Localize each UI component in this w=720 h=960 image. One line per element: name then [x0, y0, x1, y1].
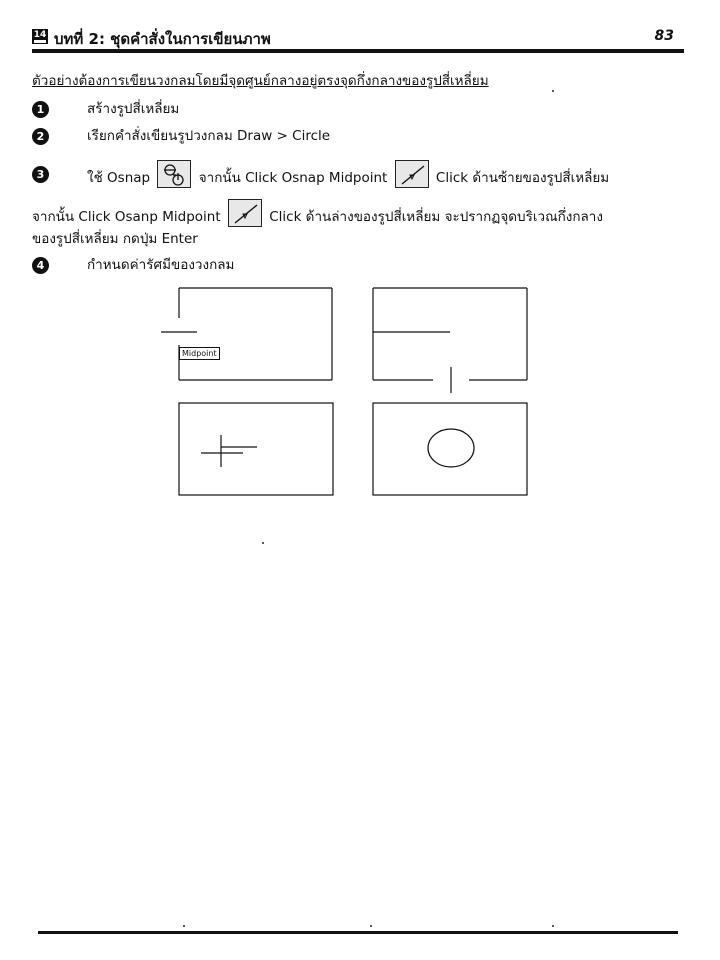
- step-3-line-3: ของรูปสี่เหลี่ยม กดปุ่ม Enter: [32, 231, 198, 247]
- header-rule: [32, 49, 684, 53]
- scan-speck: [370, 925, 372, 927]
- step-3-part-1: ใช้ Osnap: [87, 170, 151, 186]
- scan-speck: [552, 925, 554, 927]
- osnap-tracking-icon: [157, 160, 191, 188]
- step-3-part-3: Click ด้านซ้ายของรูปสี่เหลี่ยม: [435, 170, 610, 186]
- chapter-icon: 14: [32, 29, 48, 44]
- midpoint-snap-icon: [395, 160, 429, 188]
- scan-speck: [183, 925, 185, 927]
- circle-steps-figure: [155, 285, 535, 500]
- footer-rule: [38, 931, 678, 934]
- step-3-part-2: จากนั้น Click Osnap Midpoint: [198, 170, 388, 186]
- step-4-bullet: 4: [32, 257, 49, 274]
- step-1-bullet: 1: [32, 101, 49, 118]
- step-3-line-1: [87, 160, 609, 188]
- step-2-bullet: 2: [32, 128, 49, 145]
- step-4-text: กำหนดค่ารัศมีของวงกลม: [87, 257, 235, 273]
- panel-circle-drawn: [373, 403, 527, 495]
- step-3-bullet: 3: [32, 166, 49, 183]
- page-header: [32, 27, 684, 47]
- step-3-line-2-part-1: จากนั้น Click Osanp Midpoint: [32, 209, 221, 225]
- page-number: 83: [654, 28, 674, 44]
- panel-select-left-midpoint: [161, 288, 332, 380]
- panel-center-found: [179, 403, 333, 495]
- scan-speck: [552, 90, 554, 92]
- scan-speck: [262, 542, 264, 544]
- step-3-line-2-part-2: Click ด้านล่างของรูปสี่เหลี่ยม จะปรากฏจุดบริเวณกึ่งกลาง: [269, 209, 603, 225]
- chapter-title: บทที่ 2: ชุดคำสั่งในการเขียนภาพ: [54, 30, 271, 48]
- example-heading: ตัวอย่างต้องการเขียนวงกลมโดยมีจุดศูนย์กลางอยู่ตรงจุดกึ่งกลางของรูปสี่เหลี่ยม: [32, 73, 489, 89]
- step-1-text: สร้างรูปสี่เหลี่ยม: [87, 101, 180, 117]
- figure-drawing: [155, 285, 535, 500]
- midpoint-tooltip: Midpoint: [179, 347, 220, 360]
- step-2-text: เรียกคำสั่งเขียนรูปวงกลม Draw > Circle: [87, 128, 331, 144]
- midpoint-snap-icon: [228, 199, 262, 227]
- panel-select-bottom-midpoint: [373, 288, 527, 393]
- step-3-line-2: [32, 199, 603, 227]
